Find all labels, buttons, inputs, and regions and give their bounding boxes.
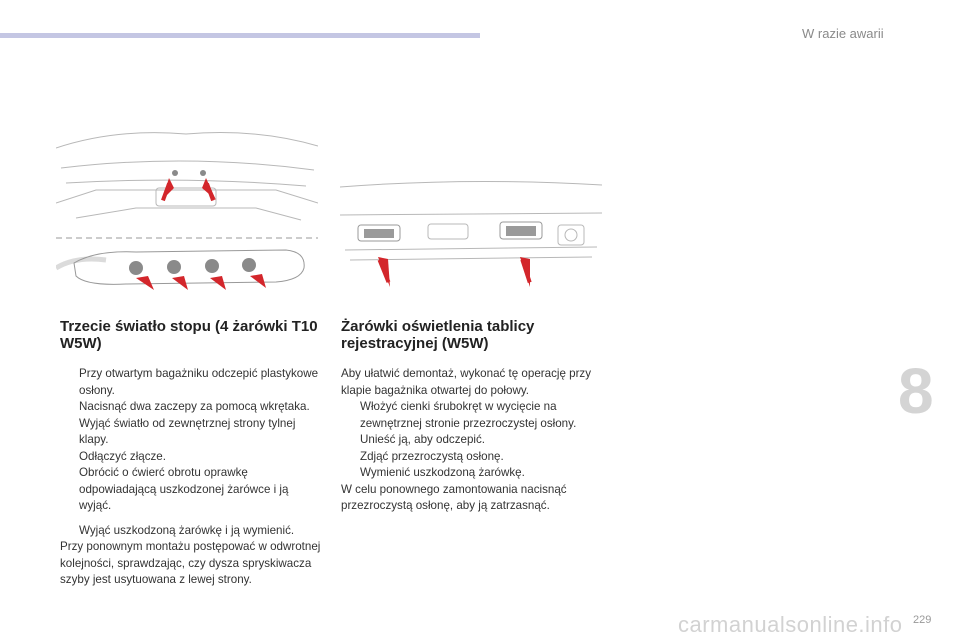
section-heading: Żarówki oświetlenia tablicy rejestracyjnej (W5W) [341,318,535,352]
header-accent-bar [0,33,480,38]
reassembly-note: W celu ponownego zamontowania nacisnąć przezroczystą osłonę, aby ją zatrzasnąć. [341,482,567,512]
page-number: 229 [913,614,932,626]
reassembly-note: Przy ponownym montażu postępować w odwrotnej kolejności, sprawdzając, czy dysza spryskiwacza szyby jest usytuowana z lewej strony. [60,540,321,586]
list-item: Zdjąć przezroczystą osłonę. [360,449,504,463]
section-third-brake-light [60,318,322,589]
steps-list-2 [60,523,322,540]
list-item: Przy otwartym bagażniku odczepić plastykowe osłony. [79,367,319,397]
section-title: W razie awarii [802,26,884,41]
list-item: Wyjąć uszkodzoną żarówkę i ją wymienić. [79,523,295,537]
section-plate-lights [341,318,611,515]
plate-light-illustration [340,175,602,290]
steps-list [60,366,322,515]
list-item: Wymienić uszkodzoną żarówkę. [360,466,525,479]
list-item: Obrócić o ćwierć obrotu oprawkę odpowiadającą uszkodzonej żarówce i ją wyjąć. [79,466,289,512]
watermark: carmanualsonline.info [678,612,903,637]
intro-text: Aby ułatwić demontaż, wykonać tę operację przy klapie bagażnika otwartej do połowy. [341,367,592,397]
brake-light-illustration [56,128,318,293]
steps-list [341,399,611,482]
list-item: Nacisnąć dwa zaczepy za pomocą wkrętaka. [79,400,310,413]
chapter-number: 8 [898,355,934,427]
section-heading: Trzecie światło stopu (4 żarówki T10 W5W) [60,318,318,352]
list-item: Odłączyć złącze. [79,449,166,463]
list-item: Unieść ją, aby odczepić. [360,433,486,446]
list-item: Włożyć cienki śrubokręt w wycięcie na zewnętrznej stronie przezroczystej osłony. [360,400,577,430]
list-item: Wyjąć światło od zewnętrznej strony tylnej klapy. [79,416,296,446]
